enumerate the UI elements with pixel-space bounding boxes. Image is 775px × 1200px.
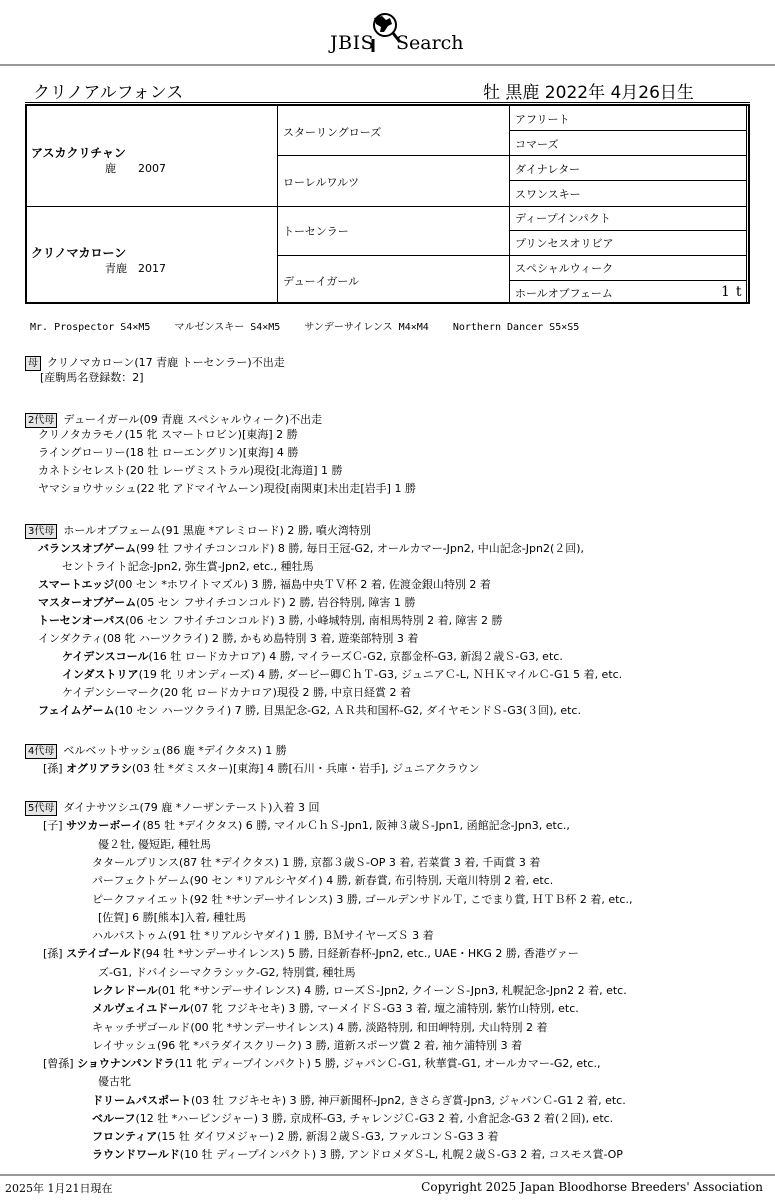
family-text: ケイデンシーマーク(20 牝 ロードカナロア)現役 2 勝, 中京日経賞 2 着 xyxy=(62,686,411,699)
dam-color-year: 青鹿 2017 xyxy=(105,262,166,275)
pedigree-divider xyxy=(277,155,746,156)
family-text: タタールプリンス(87 牡 *デイクタス) 1 勝, 京都３歳Ｓ-OP 3 着, 若菜賞 3 着, 千両賞 3 着 xyxy=(92,855,541,869)
family-line xyxy=(92,1019,547,1035)
family-line xyxy=(98,836,211,852)
horse-name-link[interactable]: ステイゴールド xyxy=(66,947,142,961)
family-line xyxy=(92,982,627,998)
family-line xyxy=(40,369,144,385)
horse-name-link[interactable]: フェイムゲーム xyxy=(38,704,115,717)
horse-name-link[interactable]: サツカーボーイ xyxy=(66,819,143,833)
family-text: (01 牝 *サンデーサイレンス) 4 勝, ローズＳ-Jpn2, クイーンＳ-Jpn3, 札幌記念-Jpn2 2 着, etc. xyxy=(157,984,627,997)
footer-copyright: Copyright 2025 Japan Bloodhorse Breeders' Association xyxy=(421,1180,763,1194)
family-text: (03 牡 フジキセキ) 3 勝, 神戸新聞杯-Jpn2, きさらぎ賞-Jpn3, ジャパンＣ-G1 2 着, etc. xyxy=(191,1093,626,1107)
family-line xyxy=(62,666,622,682)
pedigree-g3-link[interactable]: プリンセスオリビア xyxy=(515,237,614,250)
pedigree-divider xyxy=(509,130,746,131)
pedigree-divider xyxy=(509,180,746,181)
pedigree-divider xyxy=(277,206,746,207)
family-line xyxy=(38,426,298,442)
horse-name-link[interactable]: マスターオブゲーム xyxy=(38,596,137,609)
footer-divider xyxy=(0,1174,775,1176)
family-text: ハルパストゥム(91 牡 *リアルシヤダイ) 1 勝, ＢＭサイヤーズＳ 3 着 xyxy=(92,929,434,943)
horse-name-link[interactable]: ドリームパスポート xyxy=(92,1093,191,1107)
horse-name-link[interactable]: ラウンドワールド xyxy=(92,1148,180,1162)
family-text: (07 牝 フジキセキ) 3 勝, マーメイドＳ-G3 3 着, 壇之浦特別, 紫竹山特別, etc. xyxy=(189,1002,579,1016)
family-line xyxy=(92,1110,613,1126)
horse-name-link[interactable]: メルヴェイユドール xyxy=(92,1002,190,1016)
family-text: クリノタカラモノ(15 牝 スマートロビン)[東海] 2 勝 xyxy=(38,428,298,441)
family-line xyxy=(25,799,319,816)
pedigree-divider xyxy=(509,230,746,231)
family-text: (11 牝 ディープインパクト) 5 勝, ジャパンＣ-G1, 秋華賞-G1, オールカマー-G2, etc., xyxy=(174,1056,601,1070)
family-text: デューイガール(09 青鹿 スペシャルウィーク)不出走 xyxy=(63,413,323,426)
horse-name-link[interactable]: ケイデンスコール xyxy=(62,650,149,663)
family-line xyxy=(62,558,314,574)
horse-name-link[interactable]: オグリアラシ xyxy=(66,762,132,775)
pedigree-g2-link[interactable]: ローレルワルツ xyxy=(283,176,360,189)
family-text: (85 牡 *デイクタス) 6 勝, マイルＣｈＳ-Jpn1, 阪神３歳Ｓ-Jpn1, 函館記念-Jpn3, etc., xyxy=(142,819,570,833)
family-line xyxy=(92,927,434,943)
jbis-search-logo[interactable] xyxy=(326,12,466,54)
horse-name-link[interactable]: バランスオブゲーム xyxy=(38,542,137,555)
family-text: (15 牡 ダイワメジャー) 2 勝, 新潟２歳Ｓ-G3, ファルコンＳ-G3 3 着 xyxy=(157,1130,499,1144)
family-line xyxy=(38,576,491,592)
logo-search-text: Search xyxy=(396,32,464,54)
family-line xyxy=(92,1092,626,1108)
family-line xyxy=(62,648,563,664)
horse-info: 牡 黒鹿 2022年 4月26日生 xyxy=(483,83,694,103)
family-text: クリノマカローン(17 青鹿 トーセンラー)不出走 xyxy=(47,356,285,369)
pedigree-g2-link[interactable]: トーセンラー xyxy=(283,225,349,238)
family-line xyxy=(38,594,415,610)
family-text: ピークファイエット(92 牡 *サンデーサイレンス) 3 勝, ゴールデンサドルＴ, こでまり賞, ＨＴＢ杯 2 着, etc., xyxy=(92,892,633,906)
family-text: 優古牝 xyxy=(98,1075,131,1089)
horse-name-link[interactable]: スマートエッジ xyxy=(38,578,115,591)
family-text: [曾孫] xyxy=(43,1056,78,1070)
horse-name-link[interactable]: ショウナンパンドラ xyxy=(77,1056,175,1070)
family-line xyxy=(92,1037,522,1053)
family-line xyxy=(38,702,581,718)
family-line xyxy=(92,1128,498,1144)
family-line xyxy=(98,964,356,980)
pedigree-divider xyxy=(509,106,510,302)
generation-badge: 母 xyxy=(25,356,41,371)
family-text: (05 セン フサイチコンコルド) 2 勝, 岩谷特別, 障害 1 勝 xyxy=(136,596,416,609)
family-line xyxy=(38,612,503,628)
family-text: [産駒馬名登録数：2] xyxy=(40,371,144,384)
pedigree-g3-link[interactable]: ホールオブフェーム xyxy=(515,287,613,300)
pedigree-g2-link[interactable]: デューイガール xyxy=(283,275,360,288)
family-text: インダクティ(08 牝 ハーツクライ) 2 勝, かもめ島特別 3 着, 遊楽部特別 3 着 xyxy=(38,632,419,645)
family-text: セントライト記念-Jpn2, 弥生賞-Jpn2, etc., 種牡馬 xyxy=(62,560,314,573)
pedigree-g3-link[interactable]: スワンスキー xyxy=(515,188,581,201)
logo-jbis-text: JBIS xyxy=(330,32,375,54)
family-line xyxy=(38,480,416,496)
family-line xyxy=(43,1055,600,1071)
family-text: [孫] xyxy=(43,947,67,961)
family-line xyxy=(92,1000,579,1016)
horse-name-link[interactable]: ベルーフ xyxy=(92,1111,136,1125)
family-line xyxy=(38,630,418,646)
inbreeding-mark: 1t xyxy=(721,284,748,300)
family-line xyxy=(98,909,246,925)
horse-name-link[interactable]: インダストリア xyxy=(62,668,139,681)
family-text: (99 牡 フサイチコンコルド) 8 勝, xyxy=(136,542,307,555)
family-text: (94 牡 *サンデーサイレンス) 5 勝, 日経新春杯-Jpn2, etc., UAE・HKG 2 勝, 香港ヴァー xyxy=(141,947,579,961)
family-text: ホールオブフェーム(91 黒鹿 *アレミロード) 2 勝, 噴火湾特別 xyxy=(63,524,371,537)
family-text: (00 セン *ホワイトマズル) 3 勝, 福島中央ＴＶ杯 2 着, 佐渡金銀山特別 2 着 xyxy=(114,578,491,591)
family-text: キャッチザゴールド(00 牝 *サンデーサイレンス) 4 勝, 淡路特別, 和田岬特別, 犬山特別 2 着 xyxy=(92,1020,548,1034)
horse-name-link[interactable]: トーセンオーパス xyxy=(38,614,126,627)
family-line xyxy=(43,817,570,833)
horse-name: クリノアルフォンス xyxy=(33,83,184,103)
family-line xyxy=(62,684,411,700)
pedigree-g2-link[interactable]: スターリングローズ xyxy=(283,126,382,139)
family-text: (16 牡 ロードカナロア) 4 勝, マイラーズＣ-G2, 京都金杯-G3, 新潟２歳Ｓ-G3, etc. xyxy=(148,650,563,663)
horse-name-link[interactable]: レクレドール xyxy=(92,984,158,997)
sire-name[interactable]: アスカクリチャン xyxy=(31,146,126,160)
family-text: [孫] xyxy=(43,762,67,775)
pedigree-g3-link[interactable]: ダイナレター xyxy=(515,163,581,176)
pedigree-divider xyxy=(746,106,747,302)
pedigree-divider xyxy=(277,106,278,302)
title-divider xyxy=(25,102,750,103)
family-text: カネトシセレスト(20 牡 レーヴミストラル)現役[北海道] 1 勝 xyxy=(38,464,343,477)
family-text: (19 牝 リオンディーズ) 4 勝, ダービー卿ＣｈＴ-G3, ジュニアＣ-L, ＮＨＫマイルＣ-G1 5 着, etc. xyxy=(138,668,623,681)
family-text: (10 牡 ディープインパクト) 3 勝, アンドロメダＳ-L, 札幌２歳Ｓ-G3 2 着, コスモス賞-OP xyxy=(179,1148,623,1162)
sire-color-year: 鹿 2007 xyxy=(105,162,166,175)
pedigree-g3-link[interactable]: ディープインパクト xyxy=(515,212,611,225)
pedigree-divider xyxy=(509,280,746,281)
family-line xyxy=(92,1146,623,1162)
family-text: (06 セン フサイチコンコルド) 3 勝, 小峰城特別, 南相馬特別 2 着, 障害 2 勝 xyxy=(125,614,503,627)
generation-badge: 3代母 xyxy=(25,524,57,539)
family-text: 優２牡, 優短距, 種牡馬 xyxy=(98,837,211,851)
family-text: (10 セン ハーツクライ) 7 勝, 目黒記念-G2, ＡＲ共和国杯-G2, ダイヤモンドＳ-G3(３回), etc. xyxy=(114,704,581,717)
family-text: (12 牡 *ハービンジャー) 3 勝, 京成杯-G3, チャレンジＣ-G3 2 着, 小倉記念-G3 2 着(２回), etc. xyxy=(135,1111,614,1125)
family-text: [子] xyxy=(43,819,67,833)
family-text: ベルベットサッシュ(86 鹿 *デイクタス) 1 勝 xyxy=(63,744,287,757)
pedigree-divider xyxy=(27,206,277,207)
generation-badge: 2代母 xyxy=(25,413,57,428)
pedigree-g3-link[interactable]: コマーズ xyxy=(515,138,559,151)
pedigree-divider xyxy=(277,255,746,256)
family-line xyxy=(38,540,584,556)
family-text: (03 牡 *ダミスター)[東海] 4 勝[石川・兵庫・岩手], ジュニアクラウン xyxy=(131,762,480,775)
family-text: ダイナサツシユ(79 鹿 *ノーザンテースト)入着 3 回 xyxy=(63,801,320,814)
footer-date: 2025年 1月21日現在 xyxy=(5,1182,113,1195)
pedigree-g3-link[interactable]: スペシャルウィーク xyxy=(515,262,614,275)
pedigree-table xyxy=(25,104,750,304)
family-line xyxy=(25,742,287,759)
family-text: 毎日王冠-G2, オールカマー-Jpn2, 中山記念-Jpn2 xyxy=(306,542,550,555)
family-line xyxy=(92,872,553,888)
family-text: [佐賀] 6 勝[熊本]入着, 種牡馬 xyxy=(98,910,247,924)
family-line xyxy=(92,854,540,870)
family-line xyxy=(43,760,480,776)
family-text: パーフェクトゲーム(90 セン *リアルシヤダイ) 4 勝, 新春賞, 布引特別, 天竜川特別 2 着, etc. xyxy=(92,874,554,888)
family-line xyxy=(98,1073,131,1089)
family-text: ヤマショウサッシュ(22 牝 アドマイヤムーン)現役[南関東]未出走[岩手] 1 勝 xyxy=(38,482,416,495)
family-line xyxy=(38,462,343,478)
generation-badge: 4代母 xyxy=(25,744,57,759)
generation-badge: 5代母 xyxy=(25,801,57,816)
family-text: ズ-G1, ドバイシーマクラシック-G2, 特別賞, 種牡馬 xyxy=(98,965,356,979)
header-divider xyxy=(0,64,775,66)
dam-name[interactable]: クリノマカローン xyxy=(31,246,127,260)
family-text: レイサッシュ(96 牝 *パラダイスクリーク) 3 勝, 道新スポーツ賞 2 着, 袖ケ浦特別 3 着 xyxy=(92,1038,523,1052)
family-line xyxy=(38,444,298,460)
family-line xyxy=(92,891,632,907)
inbreeding-crosses: Mr. Prospector S4×M5 マルゼンスキー S4×M5 サンデーサイレンス M4×M4 Northern Dancer S5×S5 xyxy=(30,322,580,333)
family-line xyxy=(43,945,579,961)
family-line xyxy=(25,522,371,539)
family-text: ライングローリー(18 牡 ローエングリン)[東海] 4 勝 xyxy=(38,446,299,459)
horse-name-link[interactable]: フロンティア xyxy=(92,1130,158,1144)
pedigree-g3-link[interactable]: アフリート xyxy=(515,113,570,126)
family-text: (２回), xyxy=(549,542,585,555)
